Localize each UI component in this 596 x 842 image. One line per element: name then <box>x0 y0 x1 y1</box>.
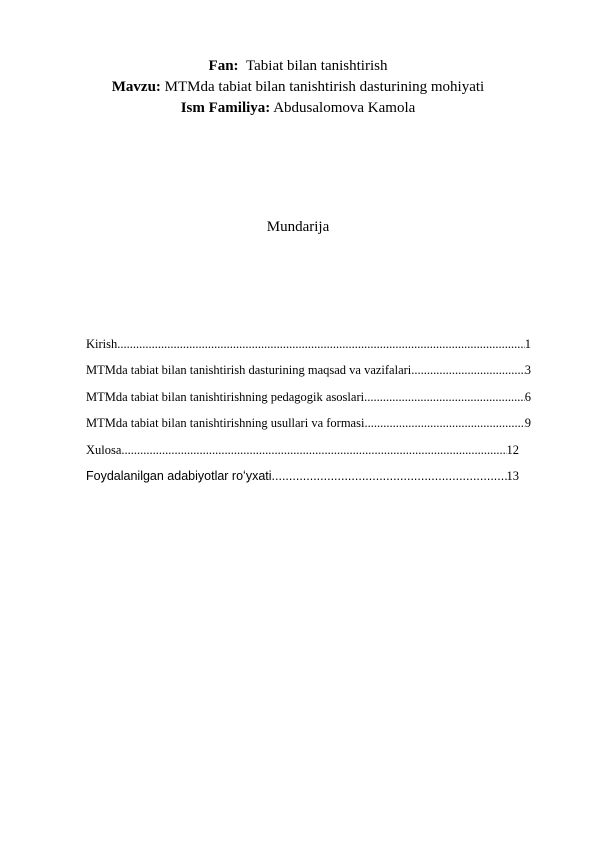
toc-entry-page: 3 <box>524 363 531 378</box>
toc-entry-title: MTMda tabiat bilan tanishtirish dasturining maqsad va vazifalari <box>86 363 412 378</box>
toc-leader-dots <box>364 389 525 405</box>
toc-entry <box>86 362 531 388</box>
toc-leader-dots <box>411 362 524 378</box>
name-value: Abdusalomova Kamola <box>273 100 416 116</box>
toc-entry-title: MTMda tabiat bilan tanishtirishning pedagogik asoslari <box>86 389 365 404</box>
subject-value: Tabiat bilan tanishtirish <box>246 58 388 74</box>
toc-entry-page: 12 <box>506 442 519 457</box>
toc-entry-title: Xulosa <box>86 442 122 457</box>
name-line <box>0 98 596 119</box>
table-of-contents <box>86 336 531 494</box>
toc-entry-title: Foydalanilgan adabiyotlar roʻyxati <box>86 468 272 483</box>
toc-entry-page: 1 <box>524 337 531 351</box>
toc-entry <box>86 336 531 362</box>
toc-entry-page: 9 <box>524 416 531 431</box>
toc-entry-title: MTMda tabiat bilan tanishtirishning usullari va formasi <box>86 416 365 431</box>
toc-leader-dots <box>364 415 524 431</box>
subject-line <box>0 56 596 77</box>
topic-value: MTMda tabiat bilan tanishtirish dasturining mohiyati <box>164 79 485 95</box>
toc-entry-page: 13 <box>506 468 519 483</box>
name-label: Ism Familiya: <box>180 100 271 116</box>
topic-line <box>0 77 596 98</box>
toc-entry <box>86 468 519 494</box>
document-header <box>0 56 596 119</box>
toc-entry <box>86 389 531 415</box>
toc-entry <box>86 442 519 468</box>
toc-entry <box>86 415 531 441</box>
toc-leader-dots <box>121 442 506 458</box>
toc-leader-dots <box>272 468 507 484</box>
subject-label: Fan: <box>208 58 239 74</box>
toc-leader-dots <box>117 336 525 352</box>
toc-entry-page: 6 <box>524 389 531 404</box>
toc-entry-title: Kirish <box>86 337 118 351</box>
toc-heading: Mundarija <box>266 219 330 235</box>
topic-label: Mavzu: <box>111 79 161 95</box>
